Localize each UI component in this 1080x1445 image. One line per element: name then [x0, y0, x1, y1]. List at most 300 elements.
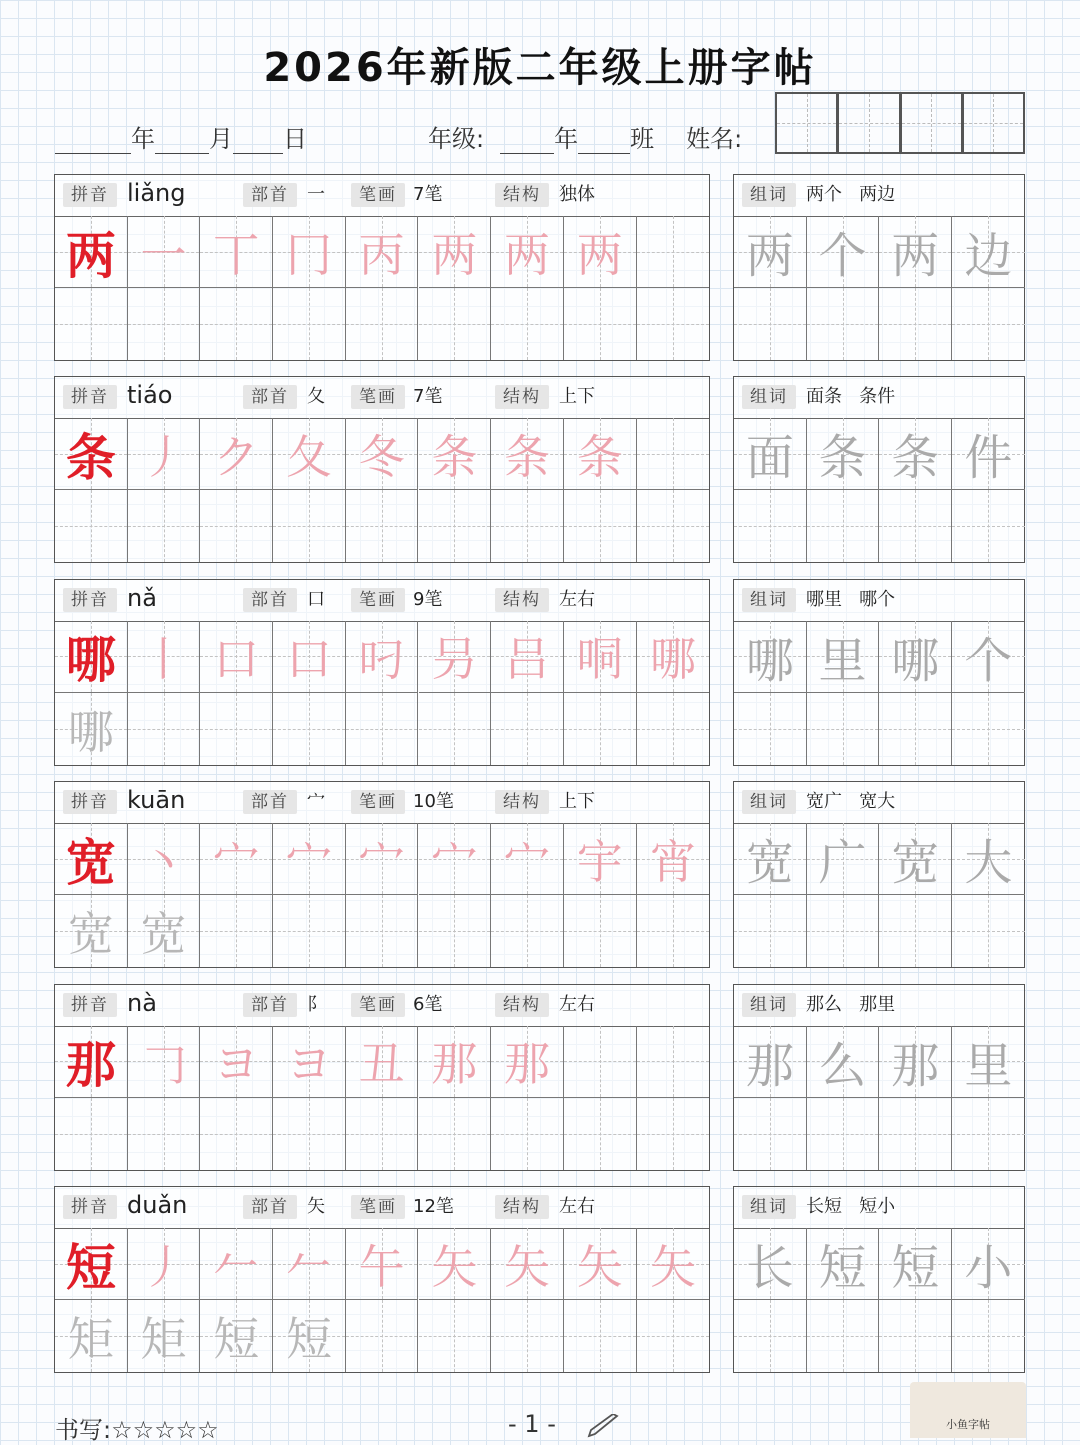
writing-cell[interactable]	[564, 1228, 637, 1300]
writing-cell[interactable]	[346, 1228, 419, 1300]
word-cell[interactable]	[807, 693, 880, 765]
writing-cell[interactable]	[491, 895, 564, 967]
trace-character: 两	[504, 227, 551, 282]
word-header	[734, 1187, 1024, 1229]
trace-character: 一	[140, 227, 187, 282]
word-cell[interactable]	[952, 1228, 1025, 1300]
trace-character: 矢	[431, 1239, 478, 1294]
trace-character: 矩	[67, 1312, 114, 1366]
char-info-header	[55, 985, 709, 1027]
word-cell[interactable]	[734, 823, 807, 895]
word-cell[interactable]	[952, 288, 1025, 360]
strokes-tag: 笔画	[351, 1195, 405, 1219]
word-character: 两	[745, 228, 794, 284]
writing-cell[interactable]	[637, 621, 710, 693]
writing-cell[interactable]	[128, 1026, 201, 1098]
writing-cell[interactable]	[564, 490, 637, 562]
writing-cell[interactable]	[564, 693, 637, 765]
strokes-value: 7笔	[413, 386, 443, 408]
structure-tag: 结构	[495, 183, 549, 207]
words-tag: 组词	[742, 993, 796, 1017]
writing-cell[interactable]	[564, 1098, 637, 1170]
word-cell[interactable]	[952, 418, 1025, 490]
strokes-value: 10笔	[413, 791, 454, 813]
writing-cell[interactable]	[273, 288, 346, 360]
writing-cell[interactable]	[346, 490, 419, 562]
writing-cell[interactable]	[637, 1228, 710, 1300]
word-character: 那	[745, 1037, 794, 1094]
writing-cell[interactable]	[346, 823, 419, 895]
word-panel	[733, 174, 1025, 361]
structure-value: 上下	[559, 386, 595, 408]
writing-cell[interactable]	[419, 490, 492, 562]
word-cell[interactable]	[734, 1300, 807, 1372]
structure-tag: 结构	[495, 1195, 549, 1219]
char-info-header	[55, 377, 709, 419]
writing-cell[interactable]	[273, 490, 346, 562]
writing-cell[interactable]	[273, 895, 346, 967]
name-box[interactable]	[838, 92, 900, 154]
writing-cell[interactable]	[419, 216, 492, 288]
words-value: 长短 短小	[806, 1196, 896, 1217]
word-cell[interactable]	[952, 693, 1025, 765]
writing-cell[interactable]	[491, 1300, 564, 1372]
writing-cell[interactable]	[128, 418, 201, 490]
day-blank[interactable]	[233, 127, 283, 154]
trace-character: 𠂉	[285, 1239, 332, 1294]
trace-character: 午	[358, 1239, 405, 1294]
writing-cell[interactable]	[491, 490, 564, 562]
pinyin-tag: 拼音	[63, 790, 117, 814]
radical-value: 矢	[307, 1196, 325, 1217]
word-cell[interactable]	[952, 216, 1025, 288]
writing-cell[interactable]	[419, 693, 492, 765]
radical-value: 一	[307, 184, 325, 205]
writing-cell[interactable]	[419, 1026, 492, 1098]
word-character: 小	[964, 1240, 1013, 1296]
trace-character: 口	[285, 632, 332, 687]
writing-cell[interactable]	[419, 1228, 492, 1300]
pinyin-value: nà	[127, 988, 157, 1017]
word-header	[734, 175, 1024, 217]
word-character: 个	[818, 228, 867, 284]
pinyin-tag: 拼音	[63, 183, 117, 207]
trace-character: 宵	[649, 834, 696, 889]
word-panel	[733, 984, 1025, 1171]
word-character: 大	[964, 835, 1013, 892]
word-cell[interactable]	[734, 288, 807, 360]
word-cell[interactable]	[879, 1300, 952, 1372]
writing-cell[interactable]	[200, 1228, 273, 1300]
word-character: 么	[818, 1037, 867, 1094]
trace-character: 𠃌	[140, 1037, 187, 1092]
strokes-tag: 笔画	[351, 183, 405, 207]
word-header	[734, 580, 1024, 622]
writing-cell[interactable]	[55, 1300, 128, 1372]
pinyin-value: duǎn	[127, 1191, 188, 1219]
word-cell[interactable]	[807, 823, 880, 895]
strokes-value: 7笔	[413, 184, 443, 205]
writing-cell[interactable]	[637, 418, 710, 490]
trace-character: ヨ	[213, 1037, 260, 1092]
writing-cell[interactable]	[273, 693, 346, 765]
word-cell[interactable]	[734, 1026, 807, 1098]
word-cell[interactable]	[734, 895, 807, 967]
structure-tag: 结构	[495, 790, 549, 814]
char-info-header	[55, 580, 709, 622]
trace-character: 哪	[67, 704, 114, 759]
writing-cell[interactable]	[273, 1098, 346, 1170]
writing-cell[interactable]	[419, 621, 492, 693]
trace-character: 短	[213, 1312, 260, 1366]
radical-tag: 部首	[243, 1195, 297, 1219]
trace-character: 哪	[649, 632, 696, 687]
word-panel	[733, 781, 1025, 968]
writing-cell[interactable]	[200, 895, 273, 967]
name-box[interactable]	[775, 92, 838, 154]
word-cell[interactable]	[807, 418, 880, 490]
structure-value: 独体	[559, 184, 595, 205]
words-tag: 组词	[742, 1195, 796, 1219]
strokes-value: 6笔	[413, 993, 443, 1015]
model-character: 两	[65, 225, 116, 285]
radical-tag: 部首	[243, 183, 297, 207]
writing-cell[interactable]	[128, 621, 201, 693]
writing-cell[interactable]	[346, 1300, 419, 1372]
word-cell[interactable]	[952, 490, 1025, 562]
word-character: 短	[818, 1240, 867, 1296]
writing-cell[interactable]	[637, 216, 710, 288]
writing-cell[interactable]	[637, 490, 710, 562]
writing-cell[interactable]	[491, 621, 564, 693]
writing-cell[interactable]	[55, 288, 128, 360]
trace-character: 吕	[504, 632, 551, 687]
grade-blank[interactable]	[500, 127, 554, 154]
writing-cell[interactable]	[273, 1026, 346, 1098]
writing-cell[interactable]	[637, 693, 710, 765]
word-cell[interactable]	[807, 216, 880, 288]
trace-character: 丑	[358, 1037, 405, 1092]
word-cell[interactable]	[879, 216, 952, 288]
radical-tag: 部首	[243, 993, 297, 1017]
word-panel	[733, 376, 1025, 563]
word-cell[interactable]	[807, 288, 880, 360]
word-cell[interactable]	[879, 621, 952, 693]
word-character: 广	[818, 835, 867, 892]
word-character: 那	[891, 1037, 940, 1094]
word-character: 两	[891, 228, 940, 284]
trace-character: 宀	[285, 834, 332, 889]
writing-cell[interactable]	[55, 823, 128, 895]
name-box[interactable]	[963, 92, 1025, 154]
writing-cell[interactable]	[637, 1098, 710, 1170]
word-cell[interactable]	[952, 823, 1025, 895]
trace-character: 矢	[649, 1239, 696, 1294]
writing-label: 书写:	[55, 1416, 112, 1444]
trace-character: 丿	[140, 429, 187, 484]
trace-character: 𠂉	[213, 1239, 260, 1294]
rating-stars[interactable]: ☆☆☆☆☆	[111, 1416, 219, 1444]
word-cell[interactable]	[734, 216, 807, 288]
word-character: 条	[891, 430, 940, 487]
writing-cell[interactable]	[55, 895, 128, 967]
pinyin-tag: 拼音	[63, 385, 117, 409]
writing-cell[interactable]	[128, 1098, 201, 1170]
words-value: 两个 两边	[806, 184, 896, 205]
word-cell[interactable]	[807, 621, 880, 693]
writing-cell[interactable]	[346, 895, 419, 967]
writing-cell[interactable]	[419, 1300, 492, 1372]
writing-cell[interactable]	[491, 693, 564, 765]
practice-panel	[54, 174, 710, 361]
pinyin-tag: 拼音	[63, 993, 117, 1017]
trace-character: 矢	[576, 1239, 623, 1294]
writing-cell[interactable]	[55, 216, 128, 288]
word-panel	[733, 579, 1025, 766]
structure-tag: 结构	[495, 588, 549, 612]
word-character: 哪	[745, 632, 794, 689]
writing-cell[interactable]	[564, 1026, 637, 1098]
writing-cell[interactable]	[200, 288, 273, 360]
word-cell[interactable]	[879, 288, 952, 360]
writing-cell[interactable]	[273, 1300, 346, 1372]
words-tag: 组词	[742, 790, 796, 814]
model-character: 短	[65, 1237, 116, 1297]
writing-cell[interactable]	[491, 288, 564, 360]
writing-cell[interactable]	[128, 490, 201, 562]
name-boxes[interactable]	[775, 92, 1025, 154]
word-cell[interactable]	[879, 490, 952, 562]
month-blank[interactable]	[155, 127, 209, 154]
writing-cell[interactable]	[419, 895, 492, 967]
writing-cell[interactable]	[491, 823, 564, 895]
writing-cell[interactable]	[128, 895, 201, 967]
trace-character: 冬	[358, 429, 405, 484]
word-character: 件	[964, 430, 1013, 487]
word-cell[interactable]	[952, 1026, 1025, 1098]
writing-cell[interactable]	[564, 621, 637, 693]
trace-character: 宽	[67, 907, 114, 962]
practice-panel	[54, 579, 710, 766]
char-info-header	[55, 782, 709, 824]
writing-cell[interactable]	[419, 1098, 492, 1170]
trace-character: 丨	[140, 632, 187, 687]
writing-cell[interactable]	[564, 216, 637, 288]
month-label: 月	[209, 125, 233, 153]
writing-cell[interactable]	[200, 216, 273, 288]
name-box[interactable]	[901, 92, 963, 154]
class-blank[interactable]	[578, 127, 630, 154]
word-cell[interactable]	[807, 895, 880, 967]
writing-cell[interactable]	[200, 823, 273, 895]
word-cell[interactable]	[734, 1228, 807, 1300]
word-cell[interactable]	[807, 490, 880, 562]
radical-value: 口	[307, 588, 325, 610]
word-cell[interactable]	[807, 1026, 880, 1098]
words-value: 面条 条件	[806, 386, 896, 408]
pinyin-value: tiáo	[127, 381, 173, 410]
writing-cell[interactable]	[346, 288, 419, 360]
writing-cell[interactable]	[637, 823, 710, 895]
word-character: 面	[745, 430, 794, 487]
writing-cell[interactable]	[346, 1098, 419, 1170]
radical-tag: 部首	[243, 385, 297, 409]
word-cell[interactable]	[734, 418, 807, 490]
strokes-value: 9笔	[413, 588, 443, 610]
word-cell[interactable]	[879, 693, 952, 765]
writing-cell[interactable]	[55, 490, 128, 562]
word-cell[interactable]	[734, 693, 807, 765]
writing-cell[interactable]	[55, 693, 128, 765]
writing-cell[interactable]	[637, 1300, 710, 1372]
writing-cell[interactable]	[419, 418, 492, 490]
writing-cell[interactable]	[200, 1026, 273, 1098]
writing-cell[interactable]	[419, 288, 492, 360]
strokes-tag: 笔画	[351, 790, 405, 814]
word-cell[interactable]	[952, 1300, 1025, 1372]
writing-cell[interactable]	[491, 418, 564, 490]
practice-panel	[54, 376, 710, 563]
writing-cell[interactable]	[564, 288, 637, 360]
writing-cell[interactable]	[346, 693, 419, 765]
writing-cell[interactable]	[200, 1300, 273, 1372]
writing-cell[interactable]	[55, 1228, 128, 1300]
word-cell[interactable]	[879, 1026, 952, 1098]
structure-tag: 结构	[495, 385, 549, 409]
writing-cell[interactable]	[346, 1026, 419, 1098]
practice-panel	[54, 1186, 710, 1373]
word-cell[interactable]	[952, 1098, 1025, 1170]
writing-rating	[55, 1410, 219, 1445]
grade-label: 年级:	[428, 125, 485, 153]
words-value: 哪里 哪个	[806, 588, 896, 610]
writing-cell[interactable]	[419, 823, 492, 895]
pinyin-value: nǎ	[127, 583, 157, 612]
trace-character: ク	[213, 429, 260, 484]
radical-tag: 部首	[243, 790, 297, 814]
model-character: 哪	[65, 630, 116, 690]
word-character: 个	[964, 632, 1013, 689]
word-cell[interactable]	[879, 823, 952, 895]
class-line	[428, 124, 742, 154]
writing-cell[interactable]	[128, 823, 201, 895]
word-character: 宽	[891, 835, 940, 892]
writing-cell[interactable]	[346, 621, 419, 693]
day-label: 日	[283, 125, 307, 153]
trace-character: 丅	[213, 227, 260, 282]
word-cell[interactable]	[807, 1300, 880, 1372]
writing-cell[interactable]	[491, 1098, 564, 1170]
trace-character: 矩	[140, 1312, 187, 1366]
word-cell[interactable]	[807, 1098, 880, 1170]
trace-character: 宀	[213, 834, 260, 889]
writing-cell[interactable]	[200, 490, 273, 562]
writing-cell[interactable]	[55, 621, 128, 693]
words-value: 宽广 宽大	[806, 791, 896, 813]
writing-cell[interactable]	[200, 621, 273, 693]
char-info-header	[55, 175, 709, 217]
trace-character: 宽	[140, 907, 187, 962]
trace-character: 叼	[358, 632, 405, 687]
year-label: 年	[131, 125, 155, 153]
word-cell[interactable]	[879, 1228, 952, 1300]
writing-cell[interactable]	[346, 216, 419, 288]
trace-character: 宀	[431, 834, 478, 889]
writing-cell[interactable]	[55, 418, 128, 490]
writing-cell[interactable]	[128, 288, 201, 360]
writing-cell[interactable]	[55, 1098, 128, 1170]
trace-character: 丿	[140, 1239, 187, 1294]
word-cell[interactable]	[734, 621, 807, 693]
writing-cell[interactable]	[491, 1026, 564, 1098]
word-cell[interactable]	[807, 1228, 880, 1300]
writing-cell[interactable]	[200, 1098, 273, 1170]
word-cell[interactable]	[952, 895, 1025, 967]
word-character: 条	[818, 430, 867, 487]
writing-cell[interactable]	[564, 895, 637, 967]
word-cell[interactable]	[734, 1098, 807, 1170]
writing-cell[interactable]	[55, 1026, 128, 1098]
word-cell[interactable]	[952, 621, 1025, 693]
writing-cell[interactable]	[128, 693, 201, 765]
words-tag: 组词	[742, 385, 796, 409]
word-cell[interactable]	[879, 418, 952, 490]
trace-character: 丙	[358, 227, 405, 282]
words-value: 那么 那里	[806, 993, 896, 1015]
word-cell[interactable]	[734, 490, 807, 562]
word-header	[734, 377, 1024, 419]
radical-value: 阝	[307, 993, 325, 1015]
radical-value: 宀	[307, 791, 325, 813]
writing-cell[interactable]	[200, 693, 273, 765]
writing-cell[interactable]	[346, 418, 419, 490]
writing-cell[interactable]	[273, 418, 346, 490]
writing-cell[interactable]	[273, 823, 346, 895]
writing-cell[interactable]	[637, 895, 710, 967]
structure-value: 左右	[559, 1196, 595, 1217]
writing-cell[interactable]	[200, 418, 273, 490]
trace-character: 宀	[504, 834, 551, 889]
writing-cell[interactable]	[564, 1300, 637, 1372]
word-cell[interactable]	[879, 895, 952, 967]
writing-cell[interactable]	[128, 1300, 201, 1372]
word-cell[interactable]	[879, 1098, 952, 1170]
writing-cell[interactable]	[128, 1228, 201, 1300]
writing-cell[interactable]	[273, 216, 346, 288]
writing-cell[interactable]	[491, 216, 564, 288]
trace-character: 宀	[358, 834, 405, 889]
writing-cell[interactable]	[564, 418, 637, 490]
pinyin-value: kuān	[127, 786, 186, 815]
writing-cell[interactable]	[637, 288, 710, 360]
model-character: 条	[65, 427, 116, 487]
year-blank[interactable]	[55, 127, 131, 154]
structure-value: 左右	[559, 588, 595, 610]
words-tag: 组词	[742, 183, 796, 207]
writing-cell[interactable]	[273, 621, 346, 693]
practice-panel	[54, 781, 710, 968]
writing-cell[interactable]	[564, 823, 637, 895]
model-character: 宽	[65, 832, 116, 892]
trace-character: 宇	[576, 834, 623, 889]
structure-value: 左右	[559, 993, 595, 1015]
pen-icon	[585, 1414, 621, 1438]
writing-cell[interactable]	[273, 1228, 346, 1300]
trace-character: 口	[213, 632, 260, 687]
writing-cell[interactable]	[128, 216, 201, 288]
writing-cell[interactable]	[491, 1228, 564, 1300]
writing-cell[interactable]	[637, 1026, 710, 1098]
